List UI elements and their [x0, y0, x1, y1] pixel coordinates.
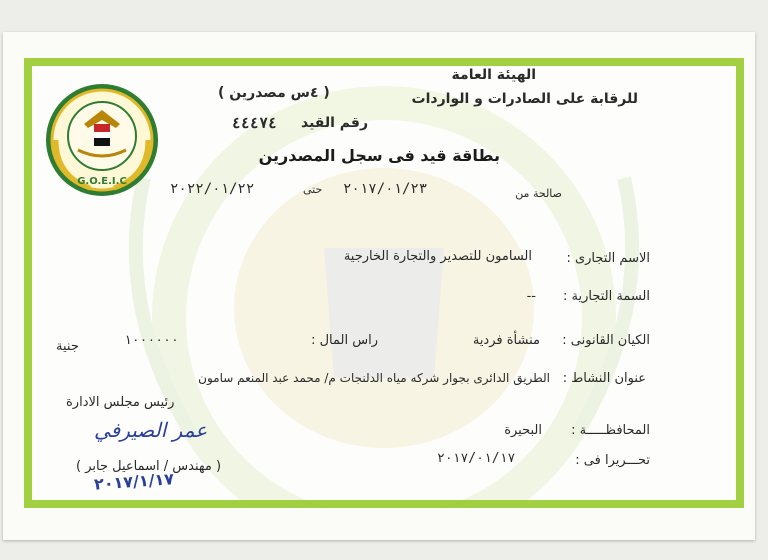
card-category: ( ٤س مصدرين ): [218, 85, 330, 101]
brand-label: السمة التجارية :: [562, 289, 650, 304]
valid-from-label: صالحة من: [515, 187, 562, 200]
issued-date: ٢٠١٧/٠١/١٧: [437, 451, 516, 466]
valid-to-date: ٢٠٢٢/٠١/٢٢: [170, 181, 255, 197]
activity-address-value: الطريق الدائرى بجوار شركه مياه الدلنجات م/ محمد عبد المنعم سامون: [198, 371, 550, 385]
handwritten-date: ٢٠١٧/١/١٧: [93, 469, 175, 494]
activity-address-label: عنوان النشاط :: [562, 371, 646, 386]
signatory-name: ( مهندس / اسماعيل جابر ): [76, 459, 222, 474]
trade-name-value: السامون للتصدير والتجارة الخارجية: [343, 249, 532, 264]
valid-from-date: ٢٠١٧/٠١/٢٣: [343, 181, 428, 197]
authority-name-line2: للرقابة على الصادرات و الواردات: [411, 91, 638, 107]
card-title: بطاقة قيد فى سجل المصدرين: [258, 146, 500, 165]
governorate-value: البحيرة: [504, 423, 542, 438]
issued-label: تحـــريرا فى :: [575, 453, 650, 468]
goeic-seal-logo: [42, 80, 162, 200]
registration-number: ٤٤٤٧٤: [232, 114, 278, 132]
governorate-label: المحافظـــــة :: [571, 423, 650, 438]
authority-name-line1: الهيئة العامة: [451, 67, 536, 83]
capital-value: ١٠٠٠٠٠٠: [124, 333, 179, 348]
svg-text:G.O.E.I.C: G.O.E.I.C: [77, 176, 127, 187]
handwritten-signature: عمر الصيرفي: [94, 418, 208, 442]
legal-entity-label: الكيان القانونى :: [562, 333, 650, 348]
capital-unit: جنية: [56, 339, 79, 354]
valid-to-label: حتى: [303, 183, 323, 196]
registration-number-label: رقم القيد: [300, 115, 368, 131]
legal-entity-value: منشأة فردية: [472, 333, 540, 348]
signature-title: رئيس مجلس الادارة: [66, 395, 175, 410]
trade-name-label: الاسم التجارى :: [566, 251, 650, 266]
capital-label: راس المال :: [311, 333, 378, 348]
brand-value: --: [526, 289, 536, 304]
